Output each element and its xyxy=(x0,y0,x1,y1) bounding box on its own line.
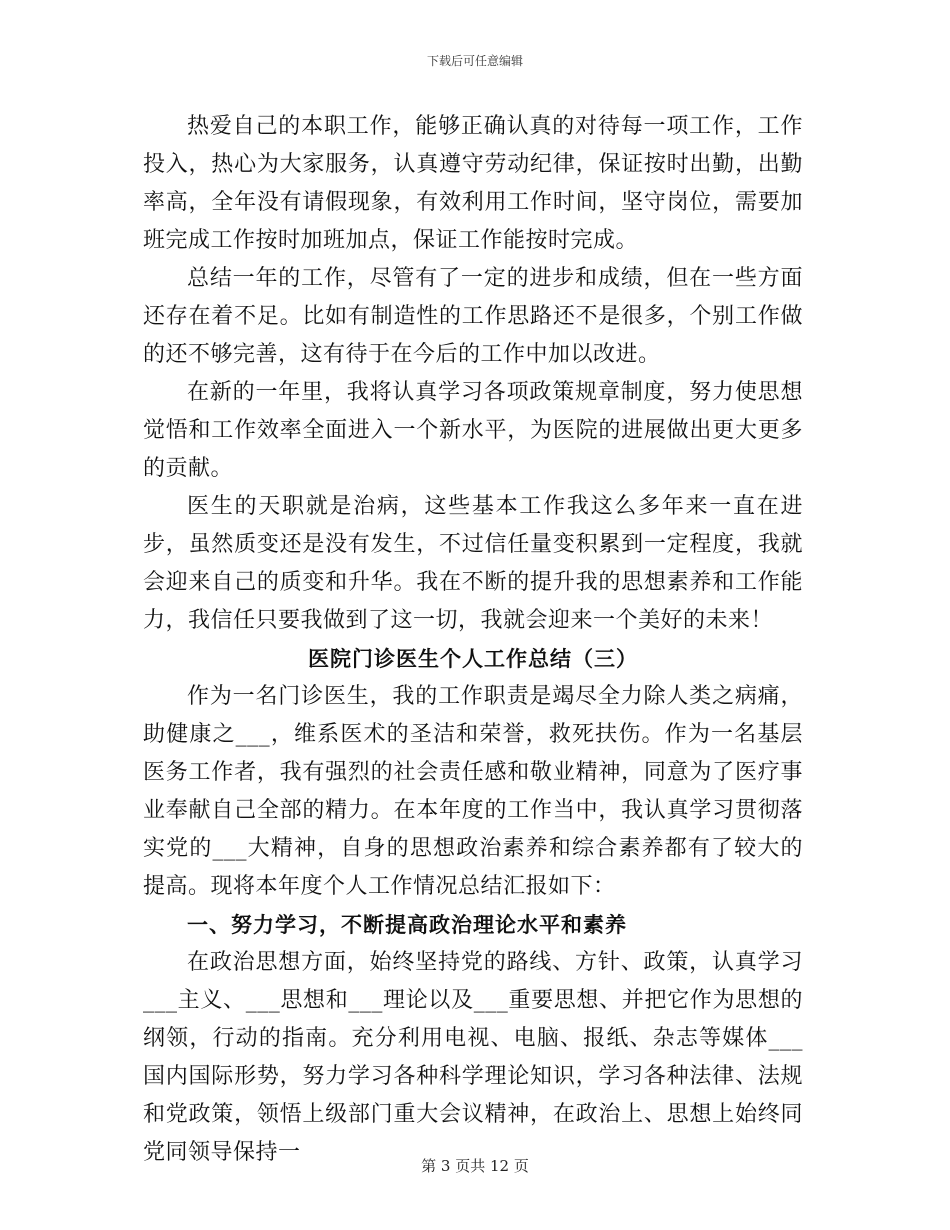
page-footer: 第 3 页共 12 页 xyxy=(421,1157,529,1175)
section-title: 医院门诊医生个人工作总结（三） xyxy=(308,646,638,671)
document-body xyxy=(143,108,803,1172)
paragraph-2: 总结一年的工作，尽管有了一定的进步和成绩，但在一些方面还存在着不足。比如有制造性的工作思路还不是很多，个别工作做的还不够完善，这有待于在今后的工作中加以改进。 xyxy=(143,266,803,367)
paragraph-4: 医生的天职就是治病，这些基本工作我这么多年来一直在进步，虽然质变还是没有发生，不过信任量变积累到一定程度，我就会迎来自己的质变和升华。我在不断的提升我的思想素养和工作能力，我信任只要我做到了这一切，我就会迎来一个美好的未来！ xyxy=(143,494,803,633)
subheading-paragraph: 在政治思想方面，始终坚持党的路线、方针、政策，认真学习___主义、___思想和___理论以及___重要思想、并把它作为思想的纲领，行动的指南。充分利用电视、电脑、报纸、杂志等媒体___国内国际形势，努力学习各种科学理论知识，学习各种法律、法规和党政策，领悟上级部门重大会议精神，在政治上、思想上始终同党同领导保持一 xyxy=(143,950,803,1165)
paragraph-1: 热爱自己的本职工作，能够正确认真的对待每一项工作，工作投入，热心为大家服务，认真遵守劳动纪律，保证按时出勤，出勤率高，全年没有请假现象，有效利用工作时间，坚守岗位，需要加班完成工作按时加班加点，保证工作能按时完成。 xyxy=(143,114,803,253)
subheading: 一、努力学习，不断提高政治理论水平和素养 xyxy=(187,912,627,937)
paragraph-3: 在新的一年里，我将认真学习各项政策规章制度，努力使思想觉悟和工作效率全面进入一个新水平，为医院的进展做出更大更多的贡献。 xyxy=(143,380,803,481)
section-paragraph: 作为一名门诊医生，我的工作职责是竭尽全力除人类之病痛，助健康之___，维系医术的圣洁和荣誉，救死扶伤。作为一名基层医务工作者，我有强烈的社会责任感和敬业精神，同意为了医疗事业奉献自己全部的精力。在本年度的工作当中，我认真学习贯彻落实党的___大精神，自身的思想政治素养和综合素养都有了较大的提高。现将本年度个人工作情况总结汇报如下： xyxy=(143,684,803,899)
page-header: 下载后可任意编辑 xyxy=(426,54,523,68)
